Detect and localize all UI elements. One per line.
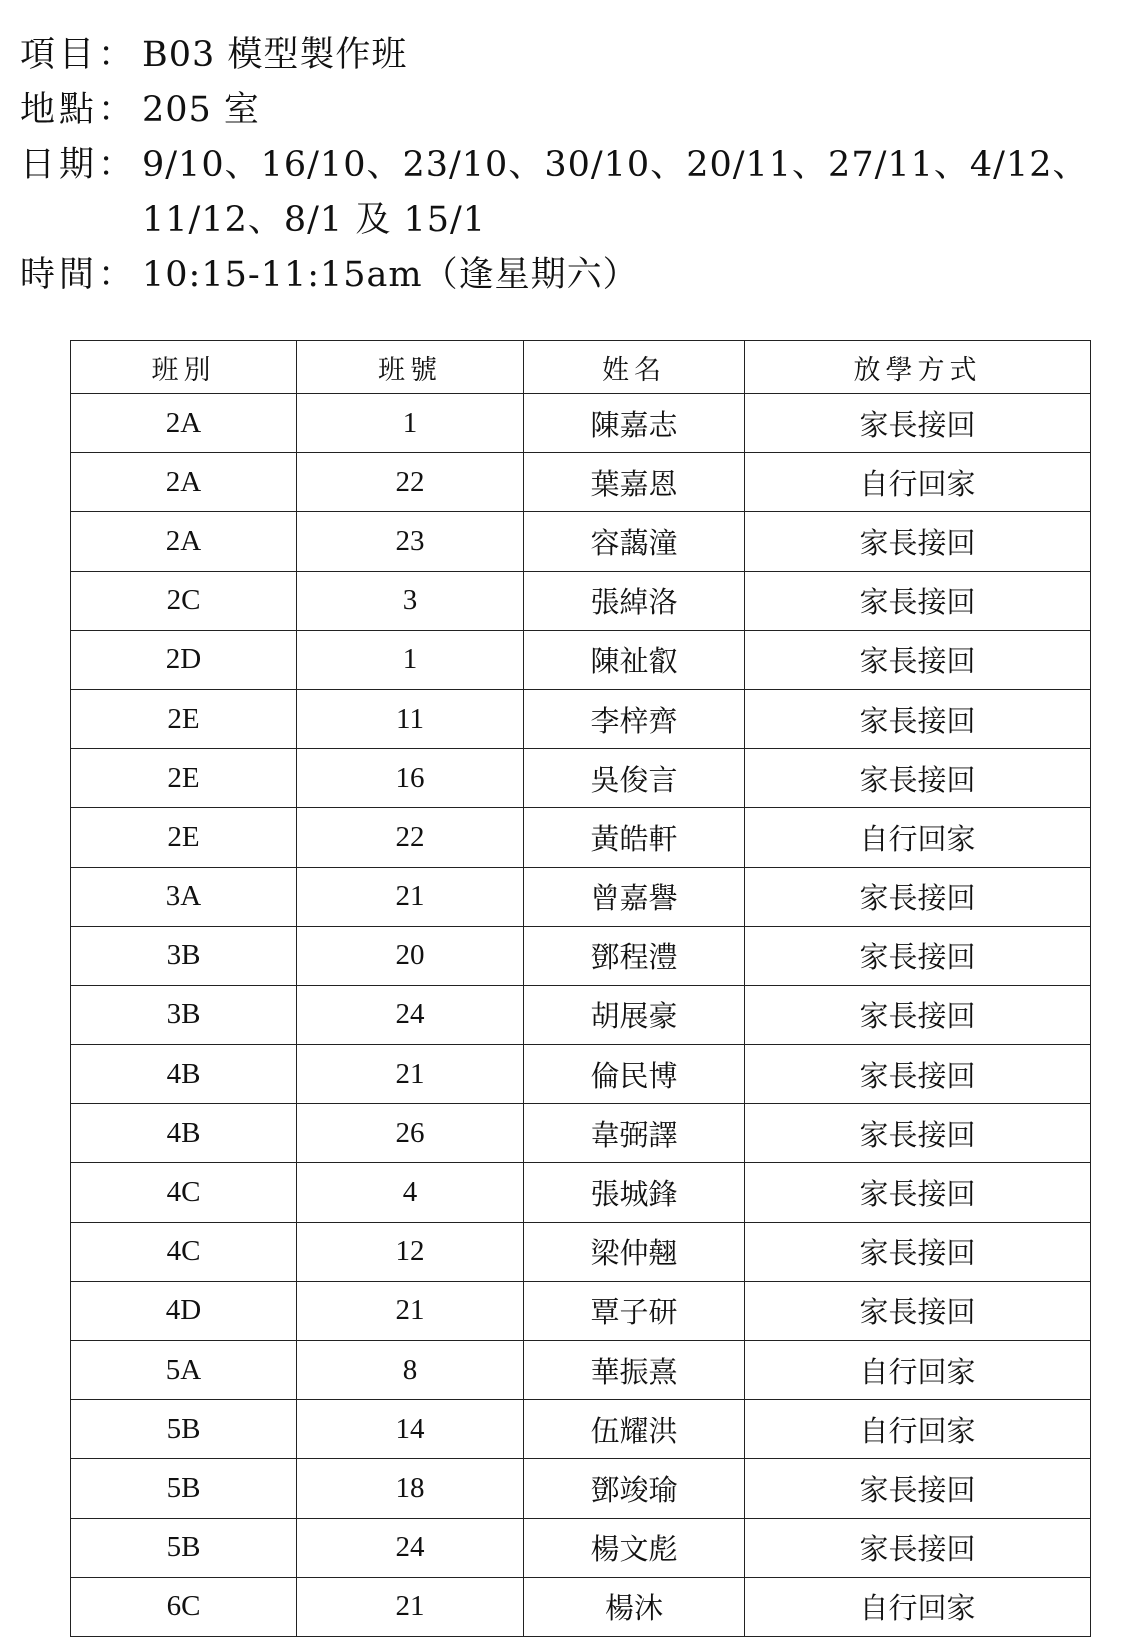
cell-class: 2A <box>71 394 297 453</box>
location-label: 地點： <box>20 90 138 130</box>
date-line-1: 9/10、16/10、23/10、30/10、20/11、27/11、4/12、 <box>142 145 1089 185</box>
cell-dismissal: 家長接回 <box>745 1104 1091 1163</box>
location-value: 205 室 <box>142 90 260 130</box>
cell-class: 4B <box>71 1104 297 1163</box>
table-row <box>71 1459 1091 1518</box>
cell-dismissal: 自行回家 <box>745 1341 1091 1400</box>
cell-dismissal: 家長接回 <box>745 749 1091 808</box>
cell-name: 吳俊言 <box>524 749 745 808</box>
cell-number: 22 <box>297 453 524 512</box>
cell-number: 8 <box>297 1341 524 1400</box>
table-row <box>71 808 1091 867</box>
date-label: 日期： <box>20 145 138 185</box>
cell-class: 3B <box>71 926 297 985</box>
cell-class: 6C <box>71 1577 297 1636</box>
student-roster-table <box>70 340 1091 1637</box>
cell-dismissal: 家長接回 <box>745 1281 1091 1340</box>
table-row <box>71 630 1091 689</box>
cell-name: 張城鋒 <box>524 1163 745 1222</box>
cell-name: 韋弼譯 <box>524 1104 745 1163</box>
cell-class: 3B <box>71 985 297 1044</box>
project-label: 項目： <box>20 35 138 75</box>
date-row <box>20 138 1120 248</box>
cell-name: 曾嘉譽 <box>524 867 745 926</box>
table-row <box>71 1104 1091 1163</box>
cell-number: 21 <box>297 1577 524 1636</box>
cell-name: 李梓齊 <box>524 689 745 748</box>
cell-number: 11 <box>297 689 524 748</box>
cell-number: 23 <box>297 512 524 571</box>
header-name: 姓名 <box>524 341 745 394</box>
cell-number: 16 <box>297 749 524 808</box>
cell-name: 梁仲翹 <box>524 1222 745 1281</box>
table-row <box>71 1163 1091 1222</box>
cell-number: 12 <box>297 1222 524 1281</box>
cell-dismissal: 自行回家 <box>745 1577 1091 1636</box>
cell-name: 伍耀洪 <box>524 1400 745 1459</box>
cell-number: 4 <box>297 1163 524 1222</box>
table-row <box>71 1518 1091 1577</box>
cell-number: 21 <box>297 1281 524 1340</box>
cell-class: 2E <box>71 749 297 808</box>
cell-dismissal: 家長接回 <box>745 630 1091 689</box>
cell-number: 21 <box>297 1045 524 1104</box>
course-info <box>20 28 1120 303</box>
cell-number: 3 <box>297 571 524 630</box>
table-row <box>71 571 1091 630</box>
table-header-row <box>71 341 1091 394</box>
project-row <box>20 28 1120 83</box>
cell-name: 陳祉叡 <box>524 630 745 689</box>
cell-class: 5B <box>71 1459 297 1518</box>
cell-class: 2A <box>71 512 297 571</box>
cell-dismissal: 家長接回 <box>745 689 1091 748</box>
cell-class: 4D <box>71 1281 297 1340</box>
cell-number: 24 <box>297 985 524 1044</box>
table-row <box>71 985 1091 1044</box>
cell-number: 22 <box>297 808 524 867</box>
cell-number: 24 <box>297 1518 524 1577</box>
table-row <box>71 749 1091 808</box>
cell-dismissal: 家長接回 <box>745 1222 1091 1281</box>
cell-dismissal: 家長接回 <box>745 867 1091 926</box>
cell-class: 5B <box>71 1518 297 1577</box>
cell-name: 楊沐 <box>524 1577 745 1636</box>
table-row <box>71 1281 1091 1340</box>
cell-class: 2E <box>71 808 297 867</box>
table-row <box>71 512 1091 571</box>
cell-dismissal: 家長接回 <box>745 985 1091 1044</box>
cell-number: 26 <box>297 1104 524 1163</box>
cell-number: 20 <box>297 926 524 985</box>
cell-class: 3A <box>71 867 297 926</box>
cell-dismissal: 家長接回 <box>745 1459 1091 1518</box>
header-number: 班號 <box>297 341 524 394</box>
cell-class: 2C <box>71 571 297 630</box>
table-row <box>71 926 1091 985</box>
cell-dismissal: 自行回家 <box>745 1400 1091 1459</box>
time-value: 10:15-11:15am（逢星期六） <box>142 255 639 295</box>
cell-name: 陳嘉志 <box>524 394 745 453</box>
cell-name: 張綽洛 <box>524 571 745 630</box>
project-value: B03 模型製作班 <box>142 35 408 75</box>
location-row <box>20 83 1120 138</box>
cell-number: 18 <box>297 1459 524 1518</box>
cell-class: 4B <box>71 1045 297 1104</box>
header-class: 班別 <box>71 341 297 394</box>
cell-dismissal: 家長接回 <box>745 926 1091 985</box>
cell-dismissal: 自行回家 <box>745 808 1091 867</box>
cell-name: 黃皓軒 <box>524 808 745 867</box>
cell-name: 葉嘉恩 <box>524 453 745 512</box>
date-line-2: 11/12、8/1 及 15/1 <box>142 200 487 240</box>
table-row <box>71 1341 1091 1400</box>
cell-class: 2A <box>71 453 297 512</box>
cell-name: 容藹潼 <box>524 512 745 571</box>
cell-class: 2D <box>71 630 297 689</box>
table-body <box>71 394 1091 1637</box>
time-row <box>20 248 1120 303</box>
header-dismissal: 放學方式 <box>745 341 1091 394</box>
cell-dismissal: 家長接回 <box>745 1163 1091 1222</box>
table-row <box>71 1577 1091 1636</box>
cell-name: 楊文彪 <box>524 1518 745 1577</box>
table-row <box>71 1222 1091 1281</box>
cell-name: 胡展豪 <box>524 985 745 1044</box>
cell-name: 鄧竣瑜 <box>524 1459 745 1518</box>
cell-class: 4C <box>71 1163 297 1222</box>
cell-class: 4C <box>71 1222 297 1281</box>
cell-dismissal: 家長接回 <box>745 512 1091 571</box>
cell-dismissal: 家長接回 <box>745 394 1091 453</box>
cell-dismissal: 家長接回 <box>745 1045 1091 1104</box>
table-row <box>71 394 1091 453</box>
table-row <box>71 867 1091 926</box>
table-row <box>71 1045 1091 1104</box>
cell-dismissal: 家長接回 <box>745 1518 1091 1577</box>
table-row <box>71 689 1091 748</box>
cell-number: 21 <box>297 867 524 926</box>
cell-number: 1 <box>297 630 524 689</box>
date-value <box>142 138 1120 248</box>
cell-class: 2E <box>71 689 297 748</box>
time-label: 時間： <box>20 255 138 295</box>
cell-dismissal: 家長接回 <box>745 571 1091 630</box>
cell-class: 5B <box>71 1400 297 1459</box>
cell-name: 倫民博 <box>524 1045 745 1104</box>
table-row <box>71 1400 1091 1459</box>
cell-class: 5A <box>71 1341 297 1400</box>
cell-name: 覃子研 <box>524 1281 745 1340</box>
cell-name: 華振熹 <box>524 1341 745 1400</box>
table-row <box>71 453 1091 512</box>
cell-dismissal: 自行回家 <box>745 453 1091 512</box>
cell-number: 1 <box>297 394 524 453</box>
cell-number: 14 <box>297 1400 524 1459</box>
cell-name: 鄧程澧 <box>524 926 745 985</box>
